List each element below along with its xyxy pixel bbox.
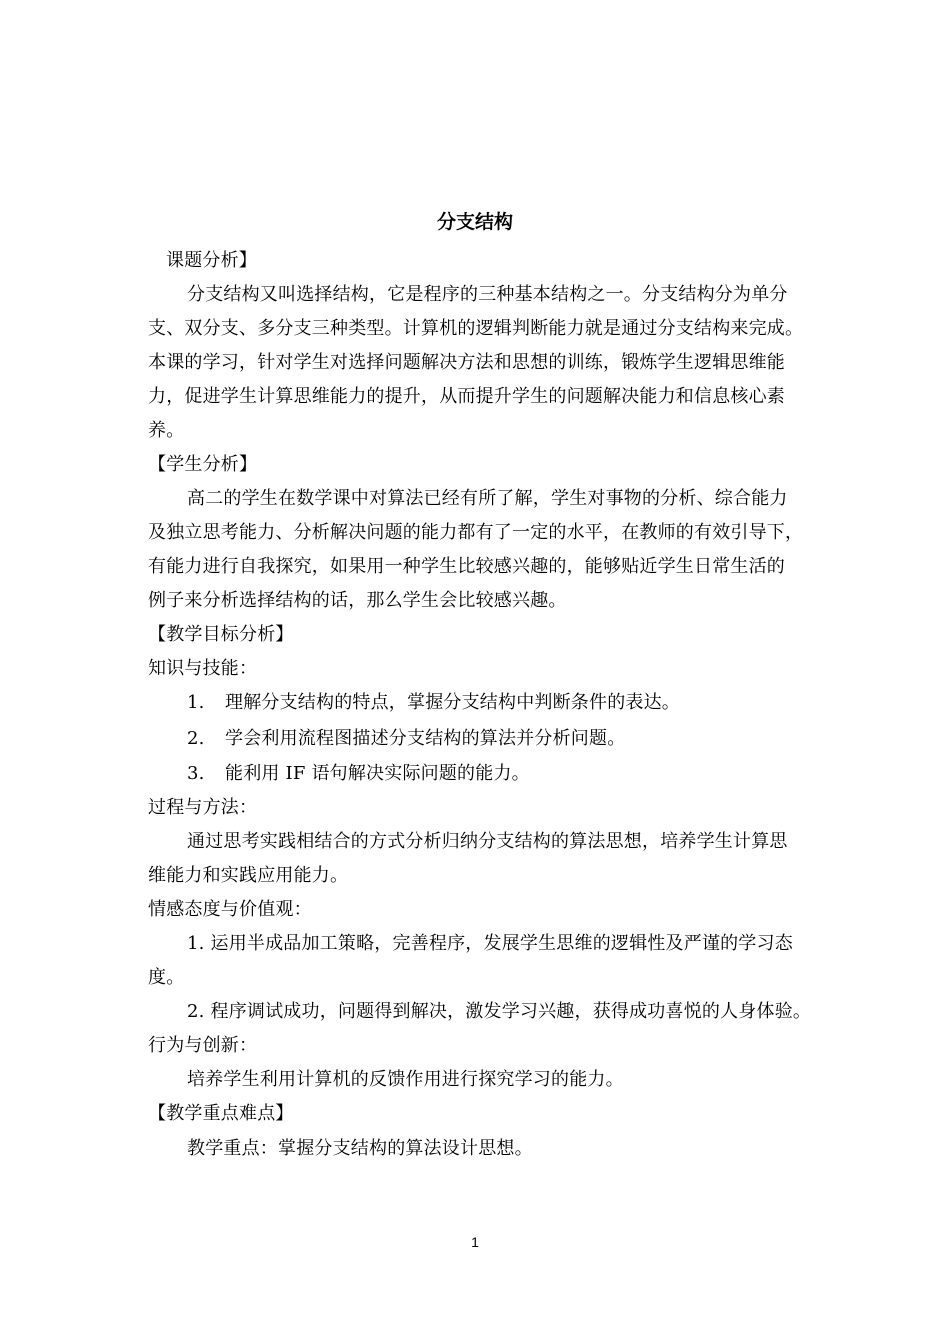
list-number: 2.: [187, 728, 205, 749]
goals-heading: 【教学目标分析】: [148, 624, 294, 645]
paragraph-line: 支、双分支、多分支三种类型。计算机的逻辑判断能力就是通过分支结构来完成。: [148, 318, 804, 339]
paragraph-line: 教学重点：掌握分支结构的算法设计思想。: [187, 1138, 533, 1159]
paragraph-line: 维能力和实践应用能力。: [148, 865, 349, 886]
list-number: 3.: [187, 763, 205, 784]
keypoints-heading: 【教学重点难点】: [148, 1103, 294, 1124]
paragraph-line: 培养学生利用计算机的反馈作用进行探究学习的能力。: [187, 1069, 624, 1090]
list-text: 理解分支结构的特点，掌握分支结构中判断条件的表达。: [225, 692, 680, 713]
list-number: 1.: [187, 692, 205, 713]
paragraph-line: 分支结构又叫选择结构，它是程序的三种基本结构之一。分支结构分为单分: [187, 284, 788, 305]
paragraph-line: 通过思考实践相结合的方式分析归纳分支结构的算法思想，培养学生计算思: [187, 831, 788, 852]
list-text: 能利用 IF 语句解决实际问题的能力。: [225, 763, 530, 784]
paragraph-line: 及独立思考能力、分析解决问题的能力都有了一定的水平，在教师的有效引导下，: [148, 522, 804, 543]
knowledge-label: 知识与技能：: [148, 658, 258, 679]
process-label: 过程与方法：: [148, 797, 258, 818]
paragraph-line: 例子来分析选择结构的话，那么学生会比较感兴趣。: [148, 590, 567, 611]
document-title: 分支结构: [436, 211, 513, 233]
paragraph-line: 养。: [148, 420, 185, 441]
behavior-label: 行为与创新：: [148, 1035, 258, 1056]
topic-heading: 课题分析】: [166, 250, 257, 271]
list-text: 学会利用流程图描述分支结构的算法并分析问题。: [225, 728, 626, 749]
paragraph-line: 高二的学生在数学课中对算法已经有所了解，学生对事物的分析、综合能力: [187, 488, 788, 509]
emotion-label: 情感态度与价值观：: [148, 899, 312, 920]
paragraph-line: 度。: [148, 967, 185, 988]
paragraph-line: 力，促进学生计算思维能力的提升，从而提升学生的问题解决能力和信息核心素: [148, 386, 785, 407]
list-item: [187, 692, 680, 714]
list-item: [187, 728, 625, 750]
paragraph-line: 2. 程序调试成功，问题得到解决，激发学习兴趣，获得成功喜悦的人身体验。: [187, 1001, 812, 1022]
paragraph-line: 本课的学习，针对学生对选择问题解决方法和思想的训练，锻炼学生逻辑思维能: [148, 352, 785, 373]
page-number: 1: [471, 1234, 479, 1250]
list-item: [187, 763, 530, 785]
student-heading: 【学生分析】: [148, 454, 258, 475]
paragraph-line: 有能力进行自我探究，如果用一种学生比较感兴趣的，能够贴近学生日常生活的: [148, 556, 785, 577]
paragraph-line: 1. 运用半成品加工策略，完善程序，发展学生思维的逻辑性及严谨的学习态: [187, 933, 793, 954]
